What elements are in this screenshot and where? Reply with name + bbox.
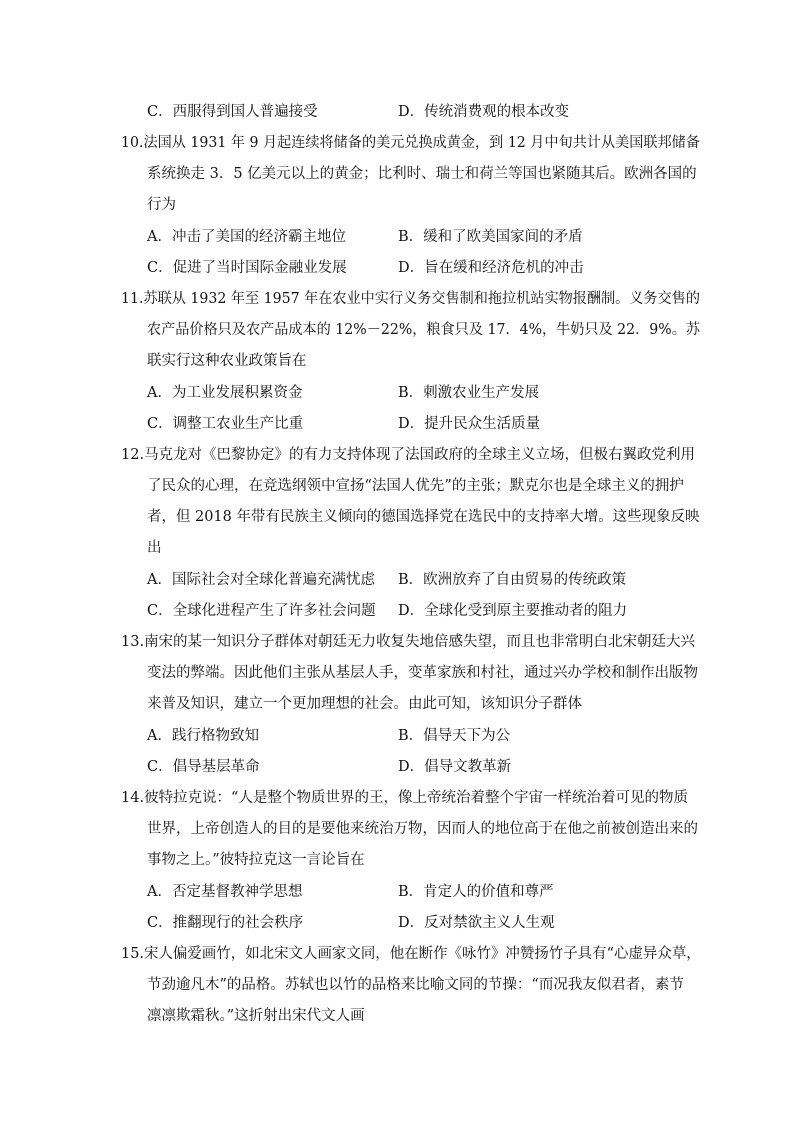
q9-options-row-cd — [147, 102, 707, 122]
q13-option-c: C．倡导基层革命 — [147, 759, 260, 775]
q13-stem-line-1: 13.南宋的某一知识分子群体对朝廷无力收复失地倍感失望，而且也非常明白北宋朝廷大兴 — [121, 634, 696, 650]
q15-stem-line-2: 节劲逾凡木”的品格。苏轼也以竹的品格来比喻文同的节操：“而况我友似君者，素节 — [147, 977, 684, 993]
q12-option-d: D．全球化受到原主要推动者的阻力 — [398, 603, 628, 619]
q12-number: 12. — [121, 447, 145, 463]
q12-options-row-cd — [147, 601, 707, 621]
q10-option-d: D．旨在缓和经济危机的冲击 — [398, 260, 584, 276]
q10-option-c: C．促进了当时国际金融业发展 — [147, 260, 347, 276]
q13-stem-line-2: 变法的弊端。因此他们主张从基层人手，变革家族和村社，通过兴办学校和制作出版物 — [147, 665, 698, 681]
q9-option-d: D．传统消费观的根本改变 — [398, 104, 570, 120]
q11-option-c: C．调整工农业生产比重 — [147, 416, 304, 432]
q12-option-c: C．全球化进程产生了许多社会问题 — [147, 603, 376, 619]
q12-stem-line-4: 出 — [147, 540, 162, 556]
q11-options-row-cd — [147, 414, 707, 434]
q12-options-row-ab — [147, 570, 707, 590]
q13-stem-line-3: 来普及知识，建立一个更加理想的社会。由此可知，该知识分子群体 — [147, 696, 582, 712]
q13-option-a: A．践行格物致知 — [147, 728, 259, 744]
q14-option-a: A．否定基督教神学思想 — [147, 884, 303, 900]
q13-number: 13. — [121, 634, 145, 650]
q13-options-row-cd — [147, 757, 707, 777]
q11-stem-line-3: 联实行这种农业政策旨在 — [147, 353, 307, 369]
q14-stem-line-3: 事物之上。”彼特拉克这一言论旨在 — [147, 852, 365, 868]
q9-option-c: C．西服得到国人普遍接受 — [147, 104, 318, 120]
q11-option-a: A．为工业发展积累资金 — [147, 385, 303, 401]
q10-option-a: A．冲击了美国的经济霸主地位 — [147, 229, 346, 245]
q15-number: 15. — [121, 946, 144, 962]
q10-number: 10. — [121, 135, 144, 151]
q12-stem-line-3: 者，但 2018 年带有民族主义倾向的德国选择党在选民中的支持率大增。这些现象反映 — [147, 509, 700, 525]
q13-option-d: D．倡导文教革新 — [398, 759, 512, 775]
q10-stem-line-2: 系统换走 3．5 亿美元以上的黄金；比利时、瑞士和荷兰等国也紧随其后。欧洲各国的 — [147, 166, 697, 182]
q13-option-b: B．倡导天下为公 — [398, 728, 511, 744]
q12-option-a: A．国际社会对全球化普遍充满忧虑 — [147, 572, 375, 588]
q14-number: 14. — [121, 790, 145, 806]
q11-number: 11. — [121, 291, 144, 307]
q11-stem-line-2: 农产品价格只及农产品成本的 12%－22%，粮食只及 17．4%，牛奶只及 22．9%。苏 — [147, 322, 701, 338]
q12-stem-line-2: 了民众的心理，在竞选纲领中宣扬“法国人优先”的主张；默克尔也是全球主义的拥护 — [147, 478, 684, 494]
q10-option-b: B．缓和了欧美国家间的矛盾 — [398, 229, 583, 245]
q14-option-d: D．反对禁欲主义人生观 — [398, 915, 555, 931]
q14-options-row-ab — [147, 882, 707, 902]
q11-stem-line-1: 11.苏联从 1932 年至 1957 年在农业中实行义务交售制和拖拉机站实物报酬制。义务交售的 — [121, 291, 700, 307]
q14-option-b: B．肯定人的价值和尊严 — [398, 884, 554, 900]
q10-stem-line-3: 行为 — [147, 197, 176, 213]
q11-option-d: D．提升民众生活质量 — [398, 416, 541, 432]
q14-stem-line-2: 世界，上帝创造人的目的是要他来统治万物，因而人的地位高于在他之前被创造出来的 — [147, 821, 698, 837]
q14-stem-line-1: 14.彼特拉克说：“人是整个物质世界的王，像上帝统治着整个宇宙一样统治着可见的物质 — [121, 790, 688, 806]
q12-stem-line-1: 12.马克龙对《巴黎协定》的有力支持体现了法国政府的全球主义立场，但极右翼政党利用 — [121, 447, 696, 463]
q13-options-row-ab — [147, 726, 707, 746]
q11-option-b: B．刺激农业生产发展 — [398, 385, 540, 401]
q14-options-row-cd — [147, 913, 707, 933]
q10-stem-line-1: 10.法国从 1931 年 9 月起连续将储备的美元兑换成黄金，到 12 月中旬共计从美国联邦储备 — [121, 135, 700, 151]
q15-stem-line-3: 凛凛欺霜秋。”这折射出宋代文人画 — [147, 1008, 365, 1024]
q10-options-row-ab — [147, 227, 707, 247]
q10-options-row-cd — [147, 258, 707, 278]
q14-option-c: C．推翻现行的社会秩序 — [147, 915, 304, 931]
q15-stem-line-1: 15.宋人偏爱画竹，如北宋文人画家文同，他在断作《咏竹》冲赞扬竹子具有“心虚异众草， — [121, 946, 701, 962]
q12-option-b: B．欧洲放弃了自由贸易的传统政策 — [398, 572, 627, 588]
q11-options-row-ab — [147, 383, 707, 403]
